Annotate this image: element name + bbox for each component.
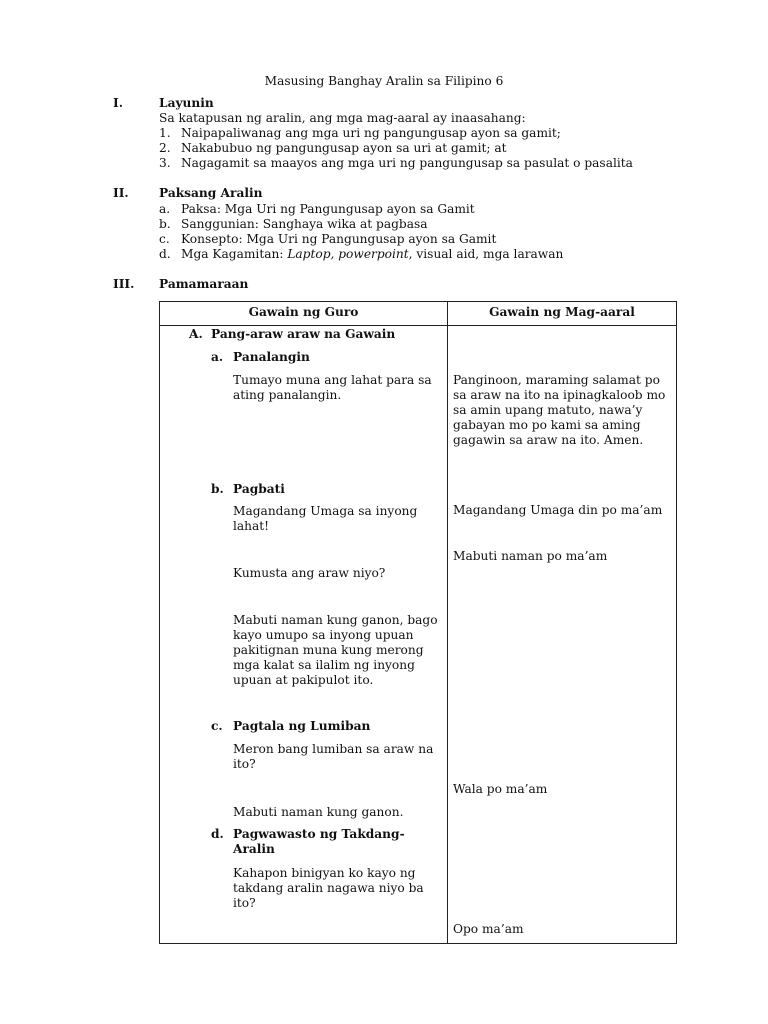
teacher-line: ating panalangin.: [233, 388, 342, 402]
teacher-line: Kahapon binigyan ko kayo ng: [233, 866, 416, 880]
objective-text: Naipapaliwanag ang mga uri ng pangungusap ayon sa gamit;: [181, 126, 561, 140]
objective-marker: 1.: [159, 126, 171, 140]
materials-text: [181, 247, 563, 262]
teacher-line: ito?: [233, 896, 256, 910]
procedure-table: [159, 301, 677, 944]
reference-text: Sanggunian: Sanghaya wika at pagbasa: [181, 217, 428, 231]
student-line: sa amin upang matuto, nawa’y: [453, 403, 643, 417]
header-student: Gawain ng Mag-aaral: [489, 305, 635, 319]
sub-c-marker: c.: [211, 719, 223, 733]
sub-a-label: Panalangin: [233, 350, 310, 364]
reference-marker: b.: [159, 217, 171, 231]
teacher-line: ito?: [233, 757, 256, 771]
section-1-intro: Sa katapusan ng aralin, ang mga mag-aaral ay inaasahang:: [159, 111, 526, 125]
teacher-line: kayo umupo sa inyong upuan: [233, 628, 414, 642]
teacher-line: Mabuti naman kung ganon.: [233, 805, 404, 819]
teacher-line: lahat!: [233, 519, 270, 533]
topic-text: Paksa: Mga Uri ng Pangungusap ayon sa Gamit: [181, 202, 475, 216]
objective-marker: 2.: [159, 141, 171, 155]
page-title: Masusing Banghay Aralin sa Filipino 6: [264, 74, 504, 88]
teacher-line: Mabuti naman kung ganon, bago: [233, 613, 438, 627]
objective-marker: 3.: [159, 156, 171, 170]
teacher-line: takdang aralin nagawa niyo ba: [233, 881, 424, 895]
teacher-line: Kumusta ang araw niyo?: [233, 566, 386, 580]
student-line: gagawin sa araw na ito. Amen.: [453, 433, 644, 447]
teacher-line: Magandang Umaga sa inyong: [233, 504, 418, 518]
section-3-heading: Pamamaraan: [159, 277, 249, 291]
sub-b-label: Pagbati: [233, 482, 285, 496]
sub-d-marker: d.: [211, 827, 224, 841]
teacher-line: Tumayo muna ang lahat para sa: [233, 373, 432, 387]
student-line: gabayan mo po kami sa aming: [453, 418, 641, 432]
section-1-numeral: I.: [113, 96, 123, 110]
part-a-marker: A.: [189, 327, 203, 341]
table-column-divider: [447, 302, 448, 943]
section-2-heading: Paksang Aralin: [159, 186, 263, 200]
objective-text: Nakabubuo ng pangungusap ayon sa uri at gamit; at: [181, 141, 507, 155]
part-a-label: Pang-araw araw na Gawain: [211, 327, 396, 341]
sub-b-marker: b.: [211, 482, 224, 496]
sub-a-marker: a.: [211, 350, 224, 364]
student-line: Wala po ma’am: [453, 782, 548, 796]
section-2-numeral: II.: [113, 186, 129, 200]
section-1-heading: Layunin: [159, 96, 214, 110]
student-line: Panginoon, maraming salamat po: [453, 373, 660, 387]
concept-text: Konsepto: Mga Uri ng Pangungusap ayon sa Gamit: [181, 232, 497, 246]
teacher-line: Meron bang lumiban sa araw na: [233, 742, 434, 756]
sub-d-label: Pagwawasto ng Takdang-: [233, 827, 405, 841]
teacher-line: pakitignan muna kung merong: [233, 643, 424, 657]
table-header-divider: [160, 325, 676, 326]
materials-suffix: , visual aid, mga larawan: [408, 247, 564, 261]
materials-italic: Laptop, powerpoint: [287, 247, 409, 261]
concept-marker: c.: [159, 232, 170, 246]
student-line: Opo ma’am: [453, 922, 524, 936]
materials-marker: d.: [159, 247, 171, 261]
sub-d-label: Aralin: [233, 842, 275, 856]
teacher-line: upuan at pakipulot ito.: [233, 673, 374, 687]
topic-marker: a.: [159, 202, 171, 216]
header-teacher: Gawain ng Guro: [248, 305, 359, 319]
teacher-line: mga kalat sa ilalim ng inyong: [233, 658, 415, 672]
student-line: Magandang Umaga din po ma’am: [453, 503, 663, 517]
objective-text: Nagagamit sa maayos ang mga uri ng pangungusap sa pasulat o pasalita: [181, 156, 633, 170]
student-line: Mabuti naman po ma’am: [453, 549, 608, 563]
materials-prefix: Mga Kagamitan:: [181, 247, 288, 261]
student-line: sa araw na ito na ipinagkaloob mo: [453, 388, 666, 402]
section-3-numeral: III.: [113, 277, 135, 291]
sub-c-label: Pagtala ng Lumiban: [233, 719, 371, 733]
